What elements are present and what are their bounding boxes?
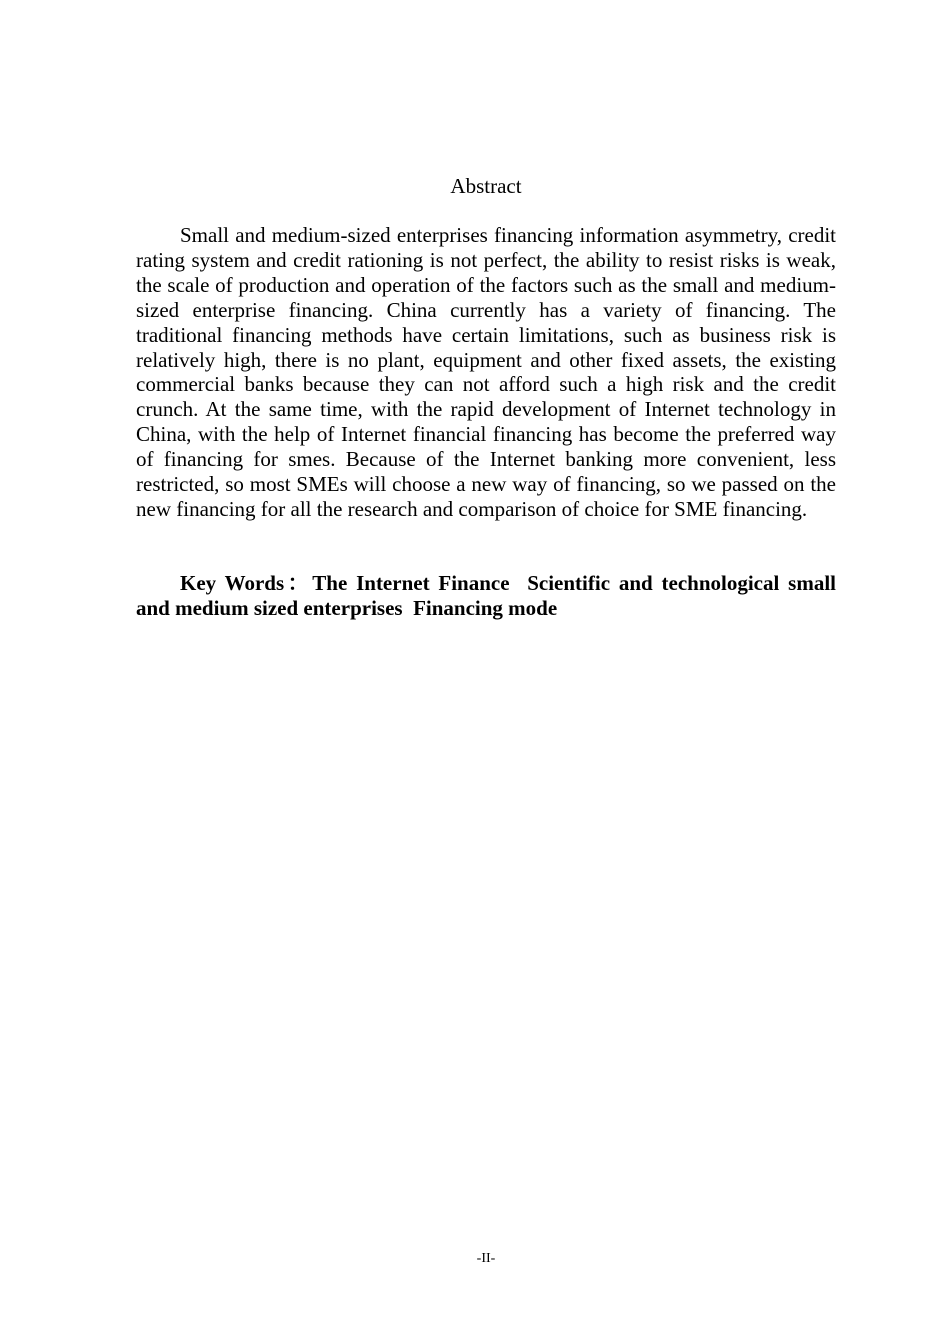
abstract-title: Abstract <box>450 174 522 198</box>
keywords-line: Key Words：The Internet Finance Scientific and technological small and medium sized enterprises Financing mode <box>136 571 842 620</box>
abstract-paragraph: Small and medium-sized enterprises financing information asymmetry, credit rating system and credit rationing is not perfect, the ability to resist risks is weak, the scale of production and operation of the factors such as the small and medium-sized enterprise financing. China currently has a variety of financing. The traditional financing methods have certain limitations, such as business risk is relatively high, there is no plant, equipment and other fixed assets, the existing commercial banks because they can not afford such a high risk and the credit crunch. At the same time, with the rapid development of Internet technology in China, with the help of Internet financial financing has become the preferred way of financing for smes. Because of the Internet banking more convenient, less restricted, so most SMEs will choose a new way of financing, so we passed on the new financing for all the research and comparison of choice for SME financing. <box>136 223 836 521</box>
page-number: -II- <box>476 1251 496 1266</box>
